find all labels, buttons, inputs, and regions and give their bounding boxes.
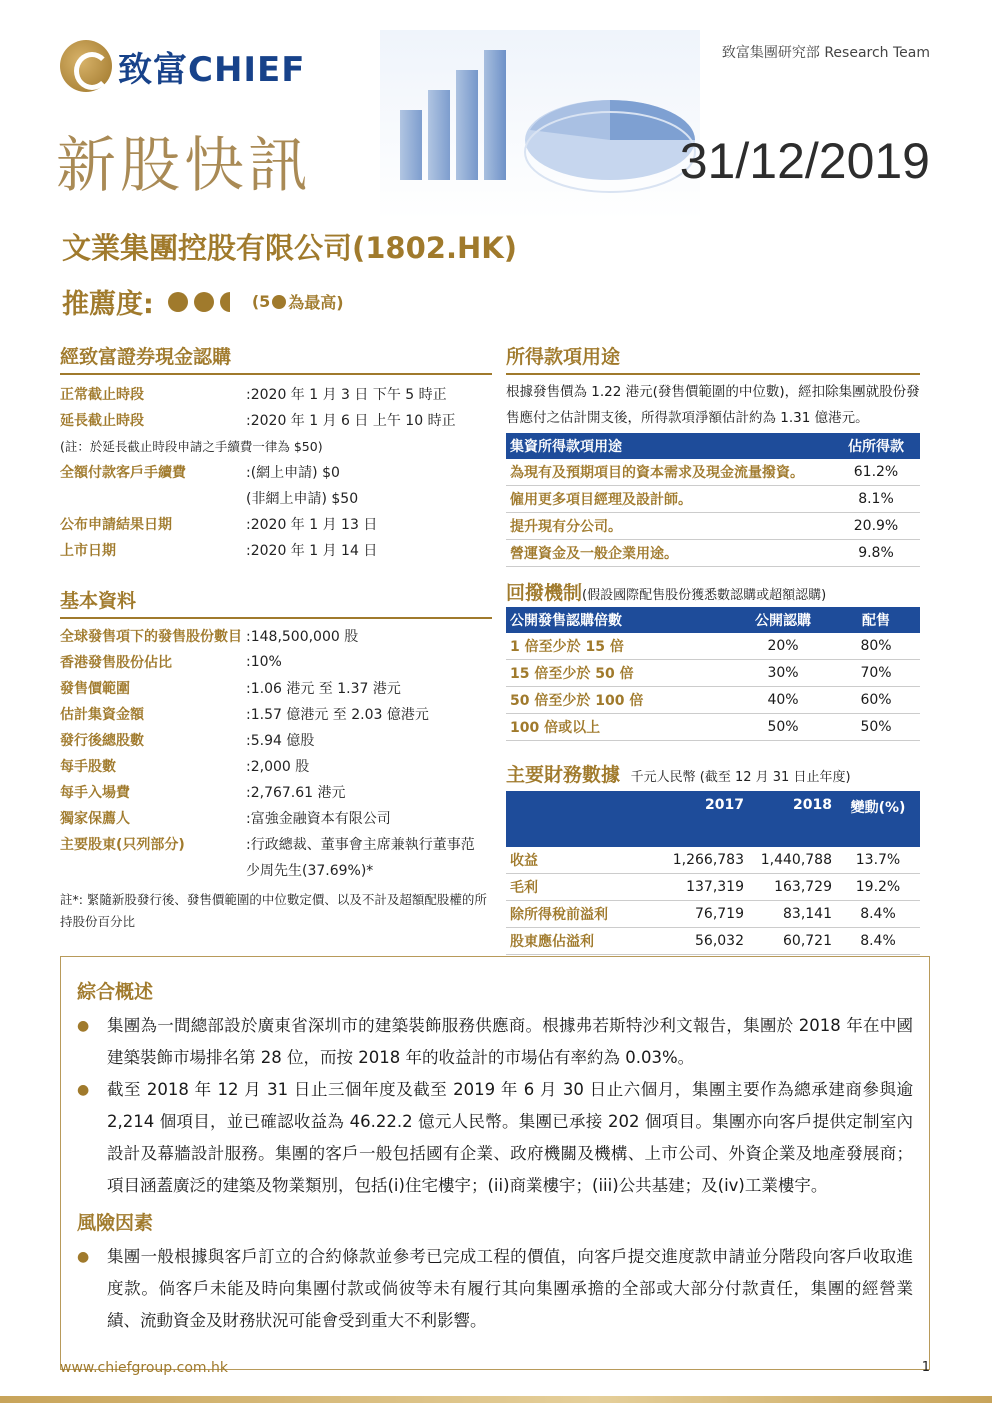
table-row: 15 倍至少於 50 倍 30% 70% [506,660,920,687]
table-row: 股東應佔溢利 56,032 60,721 8.4% [506,928,920,955]
bullet-icon: ● [77,1082,90,1098]
column-header: 集資所得款項用途 [506,433,832,459]
info-row: 全額付款客戶手續費 :(網上申請) $0 [60,465,340,481]
summary-heading: 綜合概述 [77,981,154,1003]
rating-half-dot-icon [220,292,230,312]
list-item: ● 集團為一間總部設於廣東省深圳市的建築裝飾服務供應商。根據弗若斯特沙利文報告，集團於 2018 年在中國建築裝飾市場排名第 28 位，而按 2018 年的收益計的市場佔有率約為 0.03%。 [77,1010,913,1074]
proceeds-intro: 根據發售價為 1.22 港元(發售價範圍的中位數)，經扣除集團就股份發售應付之估計開支後，所得款項淨額估計約為 1.31 億港元。 [506,384,920,426]
table-row: 僱用更多項目經理及設計師。 8.1% [506,486,920,513]
header-graphic-icon [380,30,700,220]
rating-dot-icon [194,292,214,312]
info-row: 估計集資金額 :1.57 億港元 至 2.03 億港元 [60,707,429,723]
list-item: ● 集團一般根據與客戶訂立的合約條款並參考已完成工程的價值，向客戶提交進度款申請並分階段向客戶收取進度款。倘客戶未能及時向集團付款或倘彼等未有履行其向集團承擔的全部或大部分付款責任，集團的經營業績、流動資金及財務狀況可能會受到重大不利影響。 [77,1241,913,1337]
column-header: 公開認購 [734,607,832,633]
rating [62,282,344,321]
info-row: 每手入場費 :2,767.61 港元 [60,785,346,801]
logo-text: 致富CHIEF [118,49,306,90]
rating-note-dot-icon [272,295,286,309]
info-row: 獨家保薦人 :富強金融資本有限公司 [60,811,391,827]
info-row: 公布申請結果日期 :2020 年 1 月 13 日 [60,517,378,533]
info-row: 正常截止時段 :2020 年 1 月 3 日 下午 5 時正 [60,387,447,403]
table-row: 除所得稅前溢利 76,719 83,141 8.4% [506,901,920,928]
table-row: 收益 1,266,783 1,440,788 13.7% [506,847,920,874]
column-header: 2018 [748,791,836,847]
page-number: 1 [921,1360,930,1375]
subscription-heading: 經致富證券現金認購 [60,342,492,375]
basic-info-section [60,586,492,933]
table-row: 提升現有分公司。 20.9% [506,513,920,540]
financials-section [506,760,920,955]
bullet-icon: ● [77,1249,90,1265]
table-row: 50 倍至少於 100 倍 40% 60% [506,687,920,714]
info-row: 發售價範圍 :1.06 港元 至 1.37 港元 [60,681,401,697]
rating-dot-icon [168,292,188,312]
company-name: 文業集團控股有限公司(1802.HK) [62,231,517,265]
table-row: 100 倍或以上 50% 50% [506,714,920,741]
bullet-icon: ● [77,1018,90,1034]
proceeds-table [506,433,920,567]
clawback-heading: 回撥機制(假設國際配售股份獲悉數認購或超額認購) [506,582,827,604]
list-item: ● 截至 2018 年 12 月 31 日止三個年度及截至 2019 年 6 月 30 日止六個月，集團主要作為總承建商參與逾 2,214 個項目，並已確認收益為 46.22.2 億元人民幣。集團已承接 202 個項目。集團亦向客戶提供定制室內設計及幕牆設計服務。集團的客戶一般包括國有企業、政府機關及機構、上市公司、外資企業及地產發展商；項目涵蓋廣泛的建築及物業類別，包括(i)住宅樓宇；(ii)商業樓宇；(iii)公共基建；及(iv)工業樓宇。 [77,1074,913,1202]
column-header: 佔所得款 [832,433,920,459]
table-row: 為現有及預期項目的資本需求及現金流量撥資。 61.2% [506,459,920,486]
summary-box [60,956,930,1370]
report-date: 31/12/2019 [679,133,930,189]
info-row: 上市日期 :2020 年 1 月 14 日 [60,543,378,559]
column-header: 配售 [832,607,920,633]
footer-link[interactable]: www.chiefgroup.com.hk [60,1360,228,1376]
info-row: 少周先生(37.69%)* [246,863,374,879]
rating-label: 推薦度: [62,289,154,320]
basic-info-heading: 基本資料 [60,586,492,619]
research-team: 致富集團研究部 Research Team [721,45,930,61]
column-header [506,791,660,847]
table-row: 毛利 137,319 163,729 19.2% [506,874,920,901]
risk-heading: 風險因素 [77,1212,154,1234]
table-row: 1 倍至少於 15 倍 20% 80% [506,633,920,660]
logo [60,38,380,94]
page-title: 新股快訊 [56,131,312,201]
info-row: 全球發售項下的發售股份數目 :148,500,000 股 [60,629,359,645]
column-header: 公開發售認購倍數 [506,607,734,633]
logo-mark-icon [60,40,112,92]
financials-heading: 主要財務數據 千元人民幣 (截至 12 月 31 日止年度) [506,764,851,786]
column-header: 變動(%) [836,791,920,847]
basic-footnote: 註*: 緊隨新股發行後、發售價範圍的中位數定價、以及不計及超額配股權的所持股份百分比 [60,892,487,929]
financials-table [506,791,920,955]
subscription-note: (註：於延長截止時段申請之手續費一律為 $50) [60,439,323,454]
rating-note: (5 為最高) [251,292,344,312]
info-row: 主要股東(只列部分) :行政總裁、董事會主席兼執行董事范 [60,837,475,853]
proceeds-section [506,342,920,567]
subscription-section [60,342,492,563]
info-row: 發行後總股數 :5.94 億股 [60,733,315,749]
column-header: 2017 [660,791,748,847]
info-row: 香港發售股份佔比 :10% [60,654,282,671]
clawback-section [506,578,920,741]
table-row: 營運資金及一般企業用途。 9.8% [506,540,920,567]
proceeds-heading: 所得款項用途 [506,342,920,375]
info-row: 延長截止時段 :2020 年 1 月 6 日 上午 10 時正 [60,413,456,429]
info-row: 每手股數 :2,000 股 [60,759,310,775]
clawback-table [506,607,920,741]
info-row: (非網上申請) $50 [246,491,359,507]
footer-divider [0,1396,992,1403]
